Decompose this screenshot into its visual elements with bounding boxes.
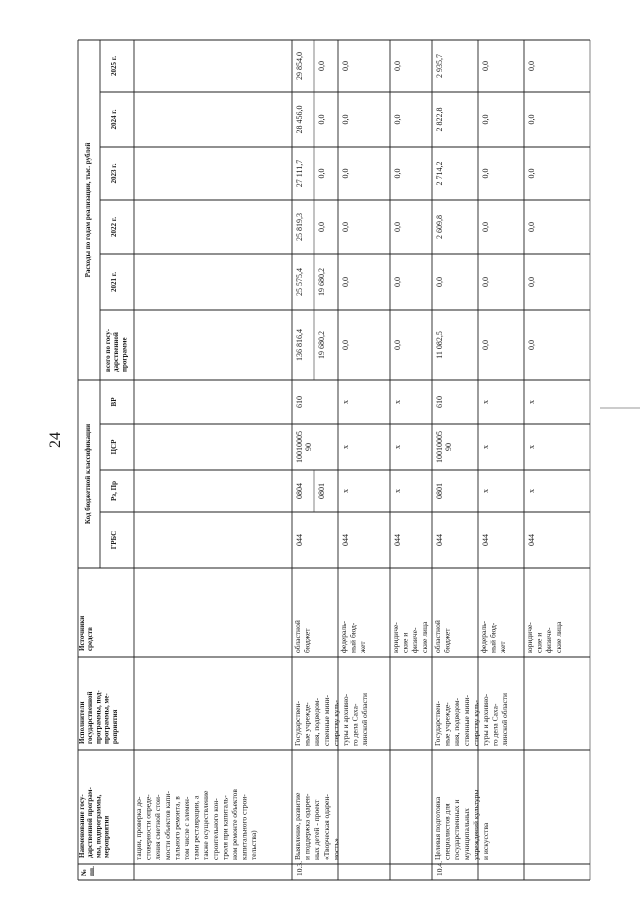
header-2023: 2023 г. (110, 163, 118, 184)
row-10.4.-total-2: 0,0 (527, 340, 536, 350)
row-10.3.-2025-0-1: 0,0 (317, 61, 326, 71)
row-10.3.-2025-1: 0,0 (341, 61, 350, 71)
row-10.3.-2023-2: 0,0 (393, 168, 402, 179)
row-10.3.-total-2: 0,0 (393, 340, 402, 350)
row-10.4.-csr-1: х (481, 445, 490, 449)
row-10.3.-2023-1: 0,0 (341, 168, 350, 179)
row-10.4.-2021-2: 0,0 (527, 277, 536, 287)
page-number: 24 (47, 432, 64, 448)
row-10.4.-vr-1: х (481, 400, 490, 404)
row-10.3.-2022-0-1: 0,0 (317, 222, 326, 232)
row-10.3.-2021-2: 0,0 (393, 277, 402, 287)
row-10.4.-grbs-1: 044 (481, 534, 490, 546)
row-10.4.-rzpr-1: х (481, 489, 490, 493)
header-total: всего по госу-дарственнойпрограмме (104, 328, 129, 372)
row-10.3.-vr-0: 610 (295, 396, 304, 408)
row-10.3.-grbs-2: 044 (393, 534, 402, 546)
row-10.4.-2024-2: 0,0 (527, 114, 536, 125)
row-10.3.-csr-2: х (393, 445, 402, 449)
row-10.4.-2023-0: 2 714,2 (435, 161, 444, 186)
row-10.4.-2025-2: 0,0 (527, 61, 536, 71)
row-10.4.-total-1: 0,0 (481, 340, 490, 350)
row-10.3.-csr-0: 1001000590 (295, 431, 313, 463)
row-10.3.-total-0-0: 136 816,4 (295, 329, 304, 361)
row-10.3.-2021-0-0: 25 575,4 (295, 268, 304, 296)
header-2025: 2025 г. (110, 56, 118, 76)
header-2021: 2021 г. (110, 272, 118, 292)
row-10.3.-2023-0-0: 27 111,7 (295, 159, 304, 188)
row-10.4.-source-1: федераль-ный бюд-жет (479, 620, 508, 653)
row-10.3.-csr-1: х (341, 445, 350, 449)
row-number-10.4.: 10.4. (435, 861, 444, 876)
header-number: №пп. (80, 866, 97, 876)
header-rzpr: Рз, Пр (110, 481, 118, 501)
row-10.4.-2022-1: 0,0 (481, 222, 490, 232)
header-grbs: ГРБС (110, 530, 118, 550)
continuation-name: тации, проверка до-стоверности опреде-ления сметной стои-мости объектов капи-тального ремонта, втом числе с элемен-тами реставрации, атакже осуществлениестроительного кон-троля при капиталь-ном ремонте объектовкапитального строи-тельства) (134, 789, 259, 860)
row-10.3.-source-1: федераль-ный бюд-жет (339, 620, 368, 653)
header-executor: Исполнителигосударственнойпрограммы, под-программы, ме-роприятия (78, 690, 119, 744)
row-10.3.-2024-0-1: 0,0 (317, 114, 326, 125)
row-10.4.-2023-1: 0,0 (481, 168, 490, 179)
row-10.4.-grbs-2: 044 (527, 534, 536, 546)
row-executor-10.3.: Государствен-ные учрежде-ния, подведом-ственные мини-стерству куль-туры и архивно-го дела Саха-линской области (293, 692, 370, 746)
row-10.4.-rzpr-2: х (527, 489, 536, 493)
row-number-10.3.: 10.3. (295, 861, 304, 876)
header-2022: 2022 г. (110, 217, 118, 237)
row-10.3.-2025-2: 0,0 (393, 61, 402, 71)
row-10.4.-2021-1: 0,0 (481, 277, 490, 287)
row-10.4.-2021-0: 0,0 (435, 277, 444, 287)
row-10.3.-2022-0-0: 25 819,3 (295, 213, 304, 241)
row-10.3.-2023-0-1: 0,0 (317, 168, 326, 179)
header-vr: ВР (110, 397, 118, 407)
row-10.3.-rzpr-1: х (341, 489, 350, 493)
row-10.4.-grbs-0: 044 (435, 534, 444, 546)
row-10.3.-2021-0-1: 19 680,2 (317, 268, 326, 296)
header-expenses-group: Расходы по годам реализации, тыс. рублей (84, 142, 92, 278)
row-10.3.-2025-0-0: 29 854,0 (295, 52, 304, 80)
row-10.3.-2024-0-0: 28 456,0 (295, 105, 304, 134)
header-2024: 2024 г. (110, 109, 118, 130)
row-10.3.-rzpr-2: х (393, 489, 402, 493)
row-10.3.-grbs-1: 044 (341, 534, 350, 546)
header-csr: ЦСР (110, 439, 118, 455)
header-source: Источникисредств (78, 615, 95, 651)
row-10.3.-vr-1: х (341, 400, 350, 404)
row-10.4.-2024-0: 2 822,8 (435, 107, 444, 132)
row-10.3.-rzpr-0-1: 0801 (317, 483, 326, 499)
row-10.4.-2022-0: 2 609,8 (435, 215, 444, 239)
row-10.3.-source-0: областнойбюджет (293, 620, 312, 653)
row-name-10.4.: Целевая подготовкаспециалистов длягосударственных имуниципальныхучреждений культурыи искусства (433, 789, 490, 860)
row-10.3.-grbs-0: 044 (295, 534, 304, 546)
row-10.3.-total-1: 0,0 (341, 340, 350, 350)
row-10.4.-source-0: областнойбюджет (433, 620, 452, 653)
row-10.4.-rzpr-0: 0801 (435, 483, 444, 499)
row-10.3.-2022-1: 0,0 (341, 222, 350, 232)
row-10.4.-2025-0: 2 935,7 (435, 54, 444, 78)
row-10.3.-source-2: юридиче-ские ифизиче-ские лица (391, 621, 429, 653)
row-10.4.-csr-2: х (527, 445, 536, 449)
row-10.4.-2023-2: 0,0 (527, 168, 536, 179)
row-10.4.-2024-1: 0,0 (481, 114, 490, 125)
row-10.3.-total-0-1: 19 680,2 (317, 331, 326, 359)
row-10.3.-2021-1: 0,0 (341, 277, 350, 287)
row-10.4.-csr-0: 1001000590 (435, 431, 453, 463)
row-10.4.-total-0: 11 082,5 (435, 331, 444, 359)
row-name-10.3.: Выявление, развитиеи поддержка одарен-ных детей - проект«Творческая одарен-ность» (293, 792, 341, 860)
row-10.3.-2024-1: 0,0 (341, 114, 350, 125)
row-10.3.-vr-2: х (393, 400, 402, 404)
row-10.4.-2022-2: 0,0 (527, 222, 536, 232)
row-10.3.-2022-2: 0,0 (393, 222, 402, 232)
header-name: Наименование госу-дарственной програм-мы, подпрограммы,мероприятия (78, 787, 111, 858)
row-executor-10.4.: Государствен-ные учрежде-ния, подведом-ственные мини-стерству куль-туры и архивно-го дела Саха-линской области (433, 692, 510, 746)
row-10.4.-source-2: юридиче-ские ифизиче-ские лица (525, 621, 563, 653)
row-10.4.-vr-2: х (527, 400, 536, 404)
row-10.4.-2025-1: 0,0 (481, 61, 490, 71)
row-10.3.-rzpr-0-0: 0804 (295, 483, 304, 499)
row-10.3.-2024-2: 0,0 (393, 114, 402, 125)
header-kbk-group: Код бюджетной классификации (84, 423, 92, 525)
row-10.4.-vr-0: 610 (435, 396, 444, 408)
